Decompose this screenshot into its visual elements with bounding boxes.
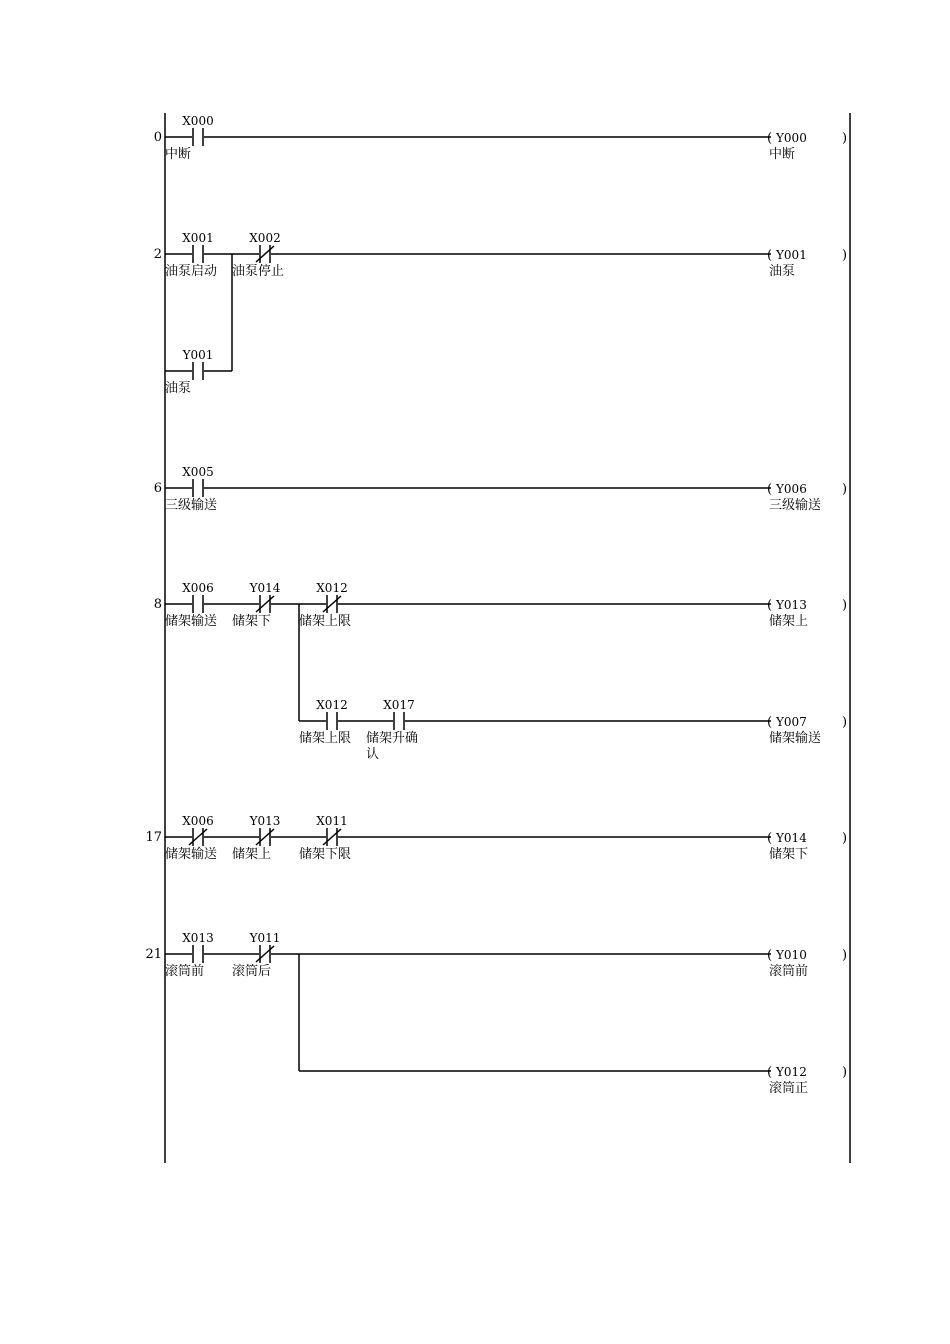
rung-step-number: 6 xyxy=(153,481,162,496)
coil-label: 储架上 xyxy=(769,614,809,629)
contact-address: X000 xyxy=(182,114,214,128)
contact-address: X012 xyxy=(316,581,348,595)
coil-address: Y012 xyxy=(776,1065,807,1079)
coil-close-paren: ) xyxy=(842,131,848,146)
coil-address: Y000 xyxy=(776,131,807,145)
contact-address: X005 xyxy=(182,465,214,479)
contact-address: Y014 xyxy=(249,581,281,595)
contact-label: 储架升确 xyxy=(366,731,419,746)
contact-label: 三级输送 xyxy=(165,498,218,513)
rung-step-number: 21 xyxy=(145,947,162,962)
no-contact xyxy=(192,479,204,497)
contact-address: Y013 xyxy=(249,814,281,828)
coil-close-paren: ) xyxy=(842,1065,848,1080)
contact-address: X006 xyxy=(182,814,214,828)
no-contact xyxy=(192,595,204,613)
contact-label: 油泵启动 xyxy=(165,264,218,279)
contact-address: Y011 xyxy=(249,931,281,945)
rung-step-number: 17 xyxy=(145,830,162,845)
coil-close-paren: ) xyxy=(842,482,848,497)
no-contact xyxy=(192,945,204,963)
coil-open-paren: ( xyxy=(767,598,773,613)
coil-open-paren: ( xyxy=(767,948,773,963)
coil-address: Y006 xyxy=(776,482,807,496)
contact-label-line2: 认 xyxy=(366,747,380,762)
rung-step-number: 0 xyxy=(153,130,162,145)
coil-address: Y014 xyxy=(776,831,807,845)
coil-label: 滚筒前 xyxy=(769,964,809,979)
contact-label: 储架下限 xyxy=(299,847,352,862)
contact-address: Y001 xyxy=(182,348,214,362)
coil-close-paren: ) xyxy=(842,598,848,613)
coil-address: Y007 xyxy=(776,715,807,729)
coil-label: 储架下 xyxy=(769,847,809,862)
coil-label: 三级输送 xyxy=(769,498,822,513)
rung-step-number: 2 xyxy=(153,247,162,262)
coil-label: 滚筒正 xyxy=(769,1081,809,1096)
contact-label: 滚筒前 xyxy=(165,964,205,979)
coil-close-paren: ) xyxy=(842,715,848,730)
contact-label: 储架上 xyxy=(232,847,272,862)
contact-address: X002 xyxy=(249,231,281,245)
coil-open-paren: ( xyxy=(767,831,773,846)
coil-label: 储架输送 xyxy=(769,731,822,746)
coil-address: Y010 xyxy=(776,948,807,962)
rung-step-number: 8 xyxy=(153,597,162,612)
contact-label: 储架下 xyxy=(232,614,272,629)
coil-open-paren: ( xyxy=(767,248,773,263)
coil-open-paren: ( xyxy=(767,131,773,146)
contact-label: 油泵停止 xyxy=(232,264,285,279)
contact-label: 储架输送 xyxy=(165,614,218,629)
contact-address: X011 xyxy=(316,814,348,828)
contact-label: 储架输送 xyxy=(165,847,218,862)
contact-address: X017 xyxy=(383,698,415,712)
no-contact xyxy=(192,245,204,263)
coil-open-paren: ( xyxy=(767,715,773,730)
contact-address: X013 xyxy=(182,931,214,945)
no-contact xyxy=(192,128,204,146)
contact-label: 滚筒后 xyxy=(232,964,272,979)
contact-address: X001 xyxy=(182,231,214,245)
coil-address: Y001 xyxy=(776,248,807,262)
coil-label: 油泵 xyxy=(769,264,796,279)
contact-label: 储架上限 xyxy=(299,731,352,746)
contact-label: 油泵 xyxy=(165,381,192,396)
coil-label: 中断 xyxy=(769,147,796,162)
coil-close-paren: ) xyxy=(842,948,848,963)
coil-close-paren: ) xyxy=(842,831,848,846)
coil-close-paren: ) xyxy=(842,248,848,263)
contact-label: 储架上限 xyxy=(299,614,352,629)
contact-address: X012 xyxy=(316,698,348,712)
no-contact xyxy=(393,712,405,730)
no-contact xyxy=(192,362,204,380)
contact-address: X006 xyxy=(182,581,214,595)
coil-open-paren: ( xyxy=(767,482,773,497)
coil-address: Y013 xyxy=(776,598,807,612)
coil-open-paren: ( xyxy=(767,1065,773,1080)
contact-label: 中断 xyxy=(165,147,192,162)
no-contact xyxy=(326,712,338,730)
